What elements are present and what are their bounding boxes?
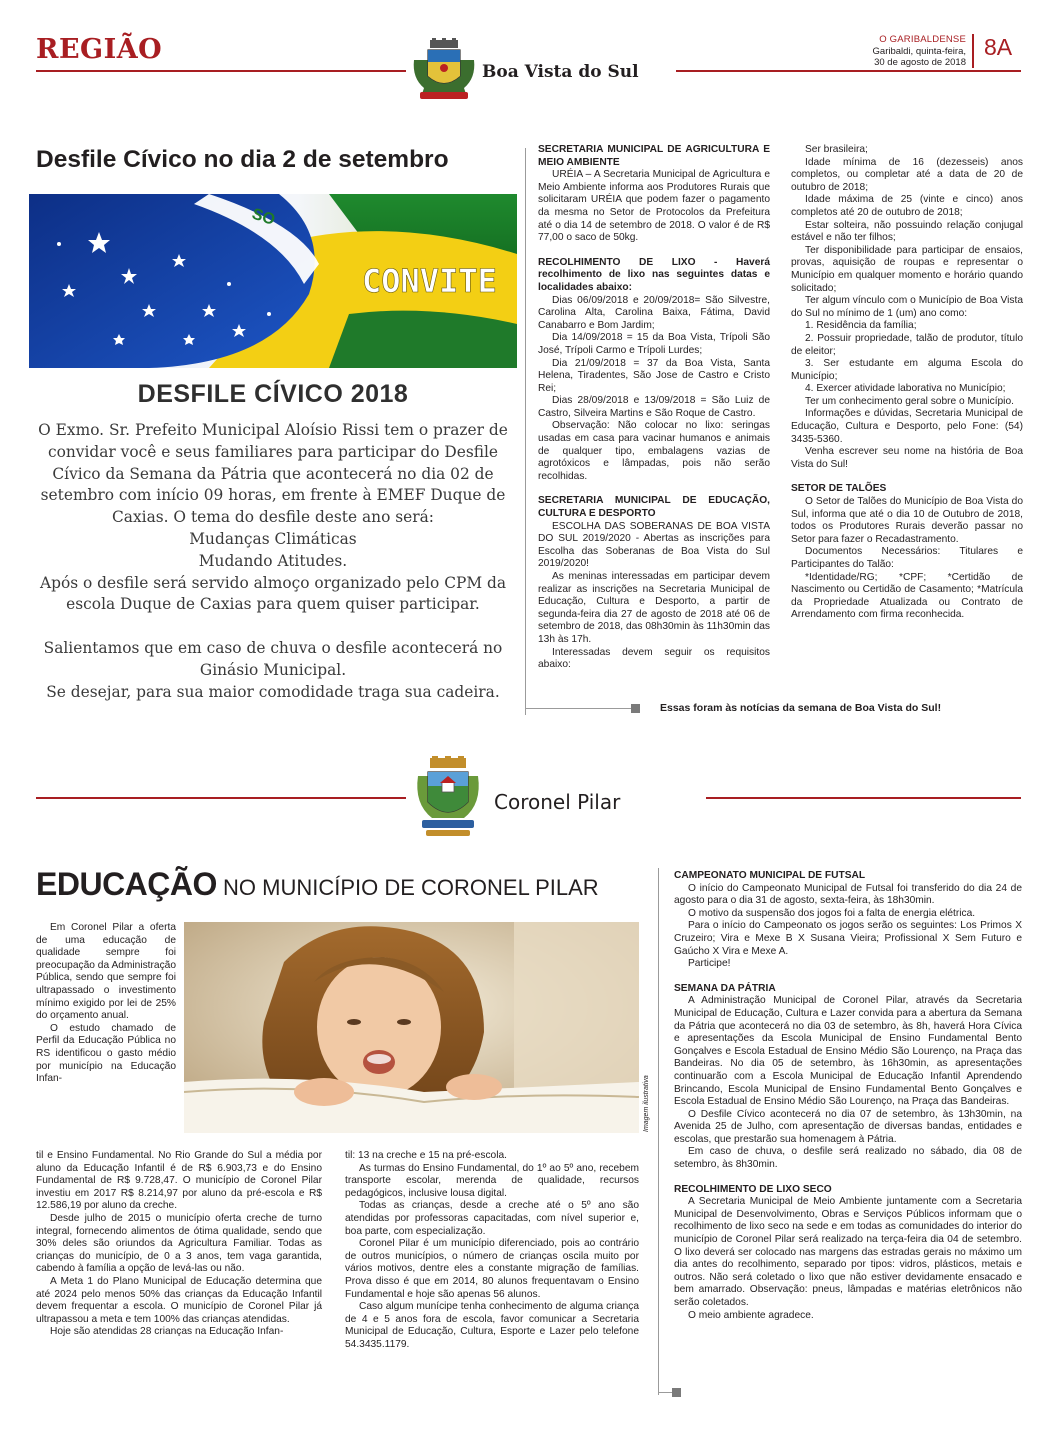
invite-line: O Exmo. Sr. Prefeito Municipal Aloísio Rissi tem o prazer de [38,421,508,439]
paragraph: Venha escrever seu nome na história de Boa Vista do Sul! [791,446,1023,470]
paragraph: A Secretaria Municipal de Meio Ambiente juntamente com a Secretaria Municipal de Desenvolvimento, Obras e Serviços Públicos informam que o recolhimento de lixo seco na sede e em todas as comunidades do interior do município de Coronel Pilar será realizado na terça-feira dia 04 de setembro. O lixo deverá ser colocado nas margens das estradas gerais no máximo um dia antes do recolhimento, separado por tipos: vidros, plásticos, metais e outros. Não será coletado o lixo que não estiver devidamente ensacado e bem amarrado. Observação: pneus, lâmpadas e matérias eletrônicos não serão coletados. [674,1196,1022,1308]
paragraph: Desde julho de 2015 o município oferta creche de turno integral, fornecendo alimentos de ótima qualidade, sendo que 30% deles são oriundos da Agricultura Familiar. Todas as crianças do município, de 0 a 3 anos, tem vaga garantida, cabendo à família a opção de levá-las ou não. [36,1212,322,1275]
paragraph: 4. Exercer atividade laborativa no Município; [805,383,1006,395]
paragraph: Estar solteira, não possuindo relação conjugal estável e não ter filhos; [791,219,1023,244]
paragraph: Interessadas devem seguir os requisitos abaixo: [538,646,770,671]
paragraph: A Administração Municipal de Coronel Pilar, através da Secretaria Municipal de Educação, Cultura e Lazer convida para a abertura da Semana da Pátria que acontecerá no dia 03 de setembro, às 8h, haverá Hora Cívica e apresentações da Escola Municipal de Ensino Fundamental Bento Gonçalves e Escola Estadual de Ensino Médio São Lourenço, na Praça das Bandeiras. No dia 05 de setembro, às 16h30min, as apresentações continuarão com a Escola Municipal de Educação Infantil Aprendendo Brincando, Escola Municipal de Ensino Fundamental Bento Gonçalves e Escola Estadual de Ensino Médio São Lourenço, na Praça das Bandeiras. [674,995,1022,1108]
child-reading-photo [184,922,639,1133]
invite-line: Após o desfile será servido almoço organizado pelo CPM da [39,573,507,592]
paragraph: Dia 14/09/2018 = 15 da Boa Vista, Trípoli São José, Trípoli Carmo e Trípoli Lurdes; [538,332,770,356]
header-rule-right [676,70,1021,72]
flag-svg [29,194,517,368]
paragraph: O início do Campeonato Municipal de Futsal foi transferido do dia 24 de agosto para o dia 31 de agosto, sexta-feira, às 18h30min. [674,882,1022,907]
cp-column-1-narrow [36,922,176,1086]
photo-credit: Imagem ilustrativa [643,1075,650,1132]
paragraph: Dia 21/09/2018 = 37 da Boa Vista, Santa Helena, Tiradentes, São Jose de Castro e Cristo Rei; [538,357,770,394]
boa-vista-column-2 [538,144,770,672]
paragraph: Observação: Não colocar no lixo: seringas usadas em casa para vacinar humanos e animais de qualquer tipo, embalagens vazias de agrotóxicos e lâmpadas, pois não serão recolhidas. [538,420,770,482]
coronel-pilar-banner-title: Coronel Pilar [494,790,621,814]
cp-rule-right [706,797,1021,799]
paragraph: 2. Possuir propriedade, talão de produtor, título de eleitor; [791,332,1023,357]
closing-marker [631,704,640,713]
invite-line: Salientamos que em caso de chuva o desfile acontecerá no [43,638,503,657]
publication-name: O GARIBALDENSE [879,34,966,45]
convite-text: CONVITE [362,262,497,300]
invite-line [29,616,517,638]
paragraph: til e Ensino Fundamental. No Rio Grande do Sul a média por aluno da Educação Infantil é de R$ 6.903,73 e do Ensino Fundamental de R$ 9.728,47. O município de Coronel Pilar investiu em 2017 R$ 8.214,97 por aluno da pré-escola e R$ 12.586,19 por aluno da creche. [36,1150,322,1212]
invite-line: Mudanças Climáticas [189,529,357,548]
invite-line: Mudando Atitudes. [198,551,348,570]
paragraph: ESCOLHA DAS SOBERANAS DE BOA VISTA DO SUL 2019/2020 - Abertas as inscrições para Escolha das Soberanas de Boa Vista do Sul 2019/2020! [538,520,770,570]
paragraph: Dias 06/09/2018 e 20/09/2018= São Silvestre, Carolina Alta, Carolina Baixa, Fátima, David Canabarro e Bom Jardim; [538,294,770,331]
section-heading: RECOLHIMENTO DE LIXO SECO [674,1183,832,1195]
paragraph: 1. Residência da família; [805,320,917,332]
cp-headline [36,866,599,903]
paragraph: Em caso de chuva, o desfile será realizado no sábado, dia 08 de setembro, às 8h30min. [674,1146,1022,1171]
invite-line: Se desejar, para sua maior comodidade traga sua cadeira. [46,682,500,701]
header-divider [972,34,974,68]
paragraph: Idade máxima de 25 (vinte e cinco) anos completos até 20 de outubro de 2018; [791,194,1023,218]
column-rule-1 [525,148,526,715]
closing-rule [525,708,635,709]
section-heading: SECRETARIA MUNICIPAL DE AGRICULTURA E MEIO AMBIENTE [538,144,770,168]
paragraph: O motivo da suspensão dos jogos foi a falta de energia elétrica. [688,907,976,919]
end-marker [672,1388,681,1397]
boa-vista-banner-title: Boa Vista do Sul [482,62,639,82]
event-title: DESFILE CÍVICO 2018 [137,380,409,408]
cp-column-1-wide [36,1150,322,1339]
paragraph: URÉIA – A Secretaria Municipal de Agricultura e Meio Ambiente informa aos Produtores Rurais que solicitaram URÉIA que podem fazer o pagamento da mesma no Setor de Protocolos da Prefeitura até o dia 14 de setembro de 2018. O valor é de R$ 77,00 o saco de 50kg. [538,169,770,244]
paragraph: A Meta 1 do Plano Municipal de Educação determina que até 2024 pelo menos 50% das crianças da Educação Infantil devem frequentar a escola. O município de Coronel Pilar já ultrapassou a meta e tem 100% das crianças atendidas. [36,1275,322,1325]
paragraph: Hoje são atendidas 28 crianças na Educação Infan- [50,1326,284,1338]
paragraph: 3. Ser estudante em alguma Escola do Município; [791,358,1023,382]
paragraph: O estudo chamado de Perfil da Educação Pública no RS identificou o gasto médio por município na Educação Infan- [36,1022,176,1085]
paragraph: O meio ambiente agradece. [688,1309,814,1321]
section-heading: RECOLHIMENTO DE LIXO - Haverá recolhimento de lixo nas seguintes datas e localidades abaixo: [538,256,770,293]
column-rule-2 [658,868,659,1395]
paragraph: Ter um conhecimento geral sobre o Município. [805,395,1014,407]
paragraph: Informações e dúvidas, Secretaria Municipal de Educação, Cultura e Desporto, pelo Fone: (54) 3435-5360. [791,408,1023,445]
invite-line: setembro com início 09 horas, em frente à EMEF Duque de [40,486,506,505]
boa-vista-coat-of-arms-icon [410,38,478,102]
paragraph: Coronel Pilar é um município diferenciado, pois ao contrário de outros municípios, o número de crianças oscila muito por vários motivos, dentre eles a constante migração de famílias. Prova disso é que em 2014, 80 alunos frequentavam o Ensino Fundamental e hoje são apenas 56 alunos. [345,1238,639,1300]
section-heading: SEMANA DA PÁTRIA [674,982,776,994]
paragraph: Em Coronel Pilar a oferta de uma educação de qualidade sempre foi preocupação da Administração Pública, sendo que sempre foi ultrapassado o investimento mínimo exigido por lei de 25% do orçamento anual. [36,922,176,1022]
flag-ribbon-text: SO [249,205,278,229]
header-rule-left [36,70,406,72]
cp-column-3 [674,870,1022,1322]
date-line-2: 30 de agosto de 2018 [874,57,966,68]
paragraph: Caso algum munícipe tenha conhecimento de alguma criança de 4 e 5 anos fora de escola, favor comunicar a Secretaria Municipal de Educação, Cultura, Esporte e Lazer pelo telefone 54.3435.1179. [345,1301,639,1350]
cp-rule-left [36,797,406,799]
section-heading: CAMPEONATO MUNICIPAL DE FUTSAL [674,870,866,881]
convite-flag-image [29,194,517,368]
paragraph: O Desfile Cívico acontecerá no dia 07 de setembro, às 13h30min, na Avenida 25 de Julho, com apresentação de diversas bandas, entidades e escolas, que prestarão sua homenagem à Pátria. [674,1108,1022,1145]
paragraph: As turmas do Ensino Fundamental, do 1º ao 5º ano, recebem transporte escolar, merenda de qualidade, recursos pedagógicos, inclusive lousa digital. [345,1162,639,1199]
paragraph: O Setor de Talões do Município de Boa Vista do Sul, informa que até o dia 10 de Outubro de 2018, todos os Produtores Rurais deverão passar no Setor para fazer o Recadastramento. [791,496,1023,545]
invite-text [29,420,517,703]
page-number: 8A [984,34,1013,60]
invite-line: Cívico da Semana da Pátria que acontecerá no dia 02 de [52,464,494,483]
cp-headline-big: EDUCAÇÃO [36,866,217,902]
invite-line: Caxias. O tema do desfile deste ano será: [112,508,434,527]
paragraph: Para o início do Campeonato os jogos serão os seguintes: Los Primos X Cruzeiro; Vira e Mexe B X Susana Vieira; Profissional X Sem Futuro e Gaúcho X Vira e Mexe A. [674,920,1022,957]
paragraph: As meninas interessadas em participar devem realizar as inscrições na Secretaria Municipal de Educação, Cultura e Desporto, a partir de segunda-feira dia 27 de agosto de 2018 até 06 de setembro de 2018, das 08h30min às 11h30min das 13h às 17h. [538,571,770,645]
paragraph: Ter algum vínculo com o Município de Boa Vista do Sul no mínimo de 1 (um) ano como: [791,295,1023,319]
paragraph: Ser brasileira; [805,144,868,155]
paragraph: Documentos Necessários: Titulares e Participantes do Talão: [791,546,1023,570]
cp-headline-rest: NO MUNICÍPIO DE CORONEL PILAR [216,875,599,900]
cp-column-2 [345,1150,639,1352]
boa-vista-column-3 [791,144,1023,622]
paragraph: til: 13 na creche e 15 na pré-escola. [345,1150,507,1161]
invite-line: Ginásio Municipal. [199,660,347,679]
paragraph: *Identidade/RG; *CPF; *Certidão de Nascimento ou Certidão de Casamento; *Matrícula da Propriedade Atualizada ou Contrato de Arrendamento com firma reconhecida. [791,571,1023,621]
section-heading: SETOR DE TALÕES [791,483,887,495]
paragraph: Ter disponibilidade para participar de ensaios, provas, aquisição de roupas e representar o Município em qualquer momento e horário quando solicitado; [791,244,1023,294]
date-line-1: Garibaldi, quinta-feira, [872,46,966,57]
paragraph: Idade mínima de 16 (dezesseis) anos completos, ou completar até a data de 20 de outubro de 2018; [791,156,1023,193]
section-title: REGIÃO [36,34,163,65]
paragraph: Todas as crianças, desde a creche até o 5º ano são atendidas por professoras capacitadas, com nível superior e, boa parte, com especialização. [345,1200,639,1237]
boa-vista-closing-line: Essas foram às notícias da semana de Boa Vista do Sul! [660,702,942,714]
boa-vista-headline: Desfile Cívico no dia 2 de setembro [36,146,449,173]
invite-line: convidar você e seus familiares para participar do Desfile [47,442,499,461]
invite-line: escola Duque de Caxias para quem quiser participar. [66,595,480,614]
paragraph: Participe! [688,958,731,970]
paragraph: Dias 28/09/2018 e 13/09/2018 = São Luiz de Castro, Silveira Martins e São Roque de Castro. [538,395,770,419]
coronel-pilar-coat-of-arms-icon [412,756,484,838]
section-heading: SECRETARIA MUNICIPAL DE EDUCAÇÃO, CULTURA E DESPORTO [538,495,770,520]
